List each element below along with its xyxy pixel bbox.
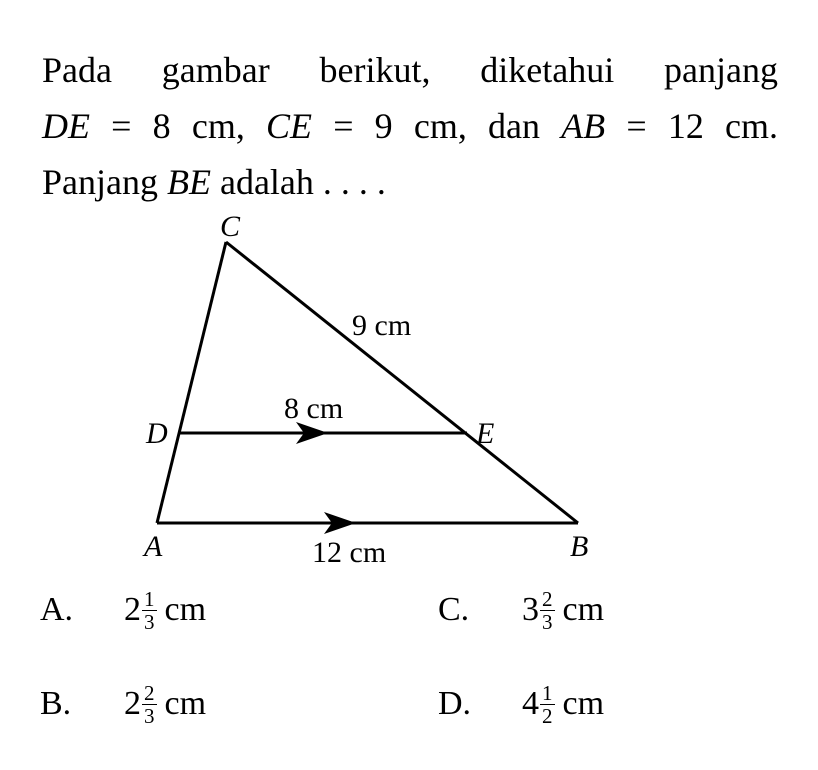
option-value [522, 588, 604, 633]
option-letter: D. [438, 685, 472, 722]
option-whole: 2 [124, 591, 141, 628]
vertex-label-b: B [570, 530, 589, 563]
segment-be-name: BE [166, 162, 211, 202]
question-text-part: Panjang [42, 162, 167, 202]
fraction-denominator: 3 [542, 609, 553, 634]
fraction-numerator: 1 [542, 680, 553, 705]
option-fraction [142, 682, 157, 727]
vertex-label-a: A [144, 530, 163, 563]
option-fraction [540, 588, 555, 633]
option-unit: cm [164, 591, 207, 628]
vertex-label-c: C [220, 210, 241, 243]
option-value [522, 682, 604, 727]
option-fraction [142, 588, 157, 633]
side-cb [226, 242, 578, 523]
question-text-part: adalah . . . . [210, 162, 386, 202]
fraction-numerator: 2 [542, 586, 553, 611]
side-ca [157, 242, 226, 523]
option-whole: 4 [522, 685, 539, 722]
fraction-numerator: 2 [144, 680, 155, 705]
option-d[interactable] [438, 674, 604, 734]
question-text-part: = 12 cm. [605, 106, 778, 146]
measure-ce: 9 cm [352, 309, 412, 342]
option-unit: cm [164, 685, 207, 722]
option-a[interactable] [40, 580, 206, 640]
option-fraction [540, 682, 555, 727]
option-letter: A. [40, 591, 74, 628]
question-line-1: Pada gambar berikut, diketahui panjang [42, 50, 778, 90]
measure-de: 8 cm [284, 392, 344, 425]
option-unit: cm [562, 685, 605, 722]
segment-ce-name: CE [266, 106, 313, 146]
vertex-label-d: D [146, 417, 168, 450]
option-letter: B. [40, 685, 72, 722]
vertex-label-e: E [476, 417, 495, 450]
question-text-part: = 8 cm, [90, 106, 266, 146]
option-value [124, 588, 206, 633]
segment-ab-name: AB [561, 106, 606, 146]
answer-options [40, 580, 780, 750]
option-c[interactable] [438, 580, 604, 640]
option-value [124, 682, 206, 727]
option-whole: 3 [522, 591, 539, 628]
option-b[interactable] [40, 674, 206, 734]
option-unit: cm [562, 591, 605, 628]
option-letter: C. [438, 591, 470, 628]
fraction-denominator: 3 [144, 609, 155, 634]
segment-de-name: DE [42, 106, 90, 146]
option-whole: 2 [124, 685, 141, 722]
measure-ab: 12 cm [312, 536, 387, 569]
fraction-numerator: 1 [144, 586, 155, 611]
fraction-denominator: 3 [144, 703, 155, 728]
question-text-part: = 9 cm, dan [312, 106, 562, 146]
fraction-denominator: 2 [542, 703, 553, 728]
